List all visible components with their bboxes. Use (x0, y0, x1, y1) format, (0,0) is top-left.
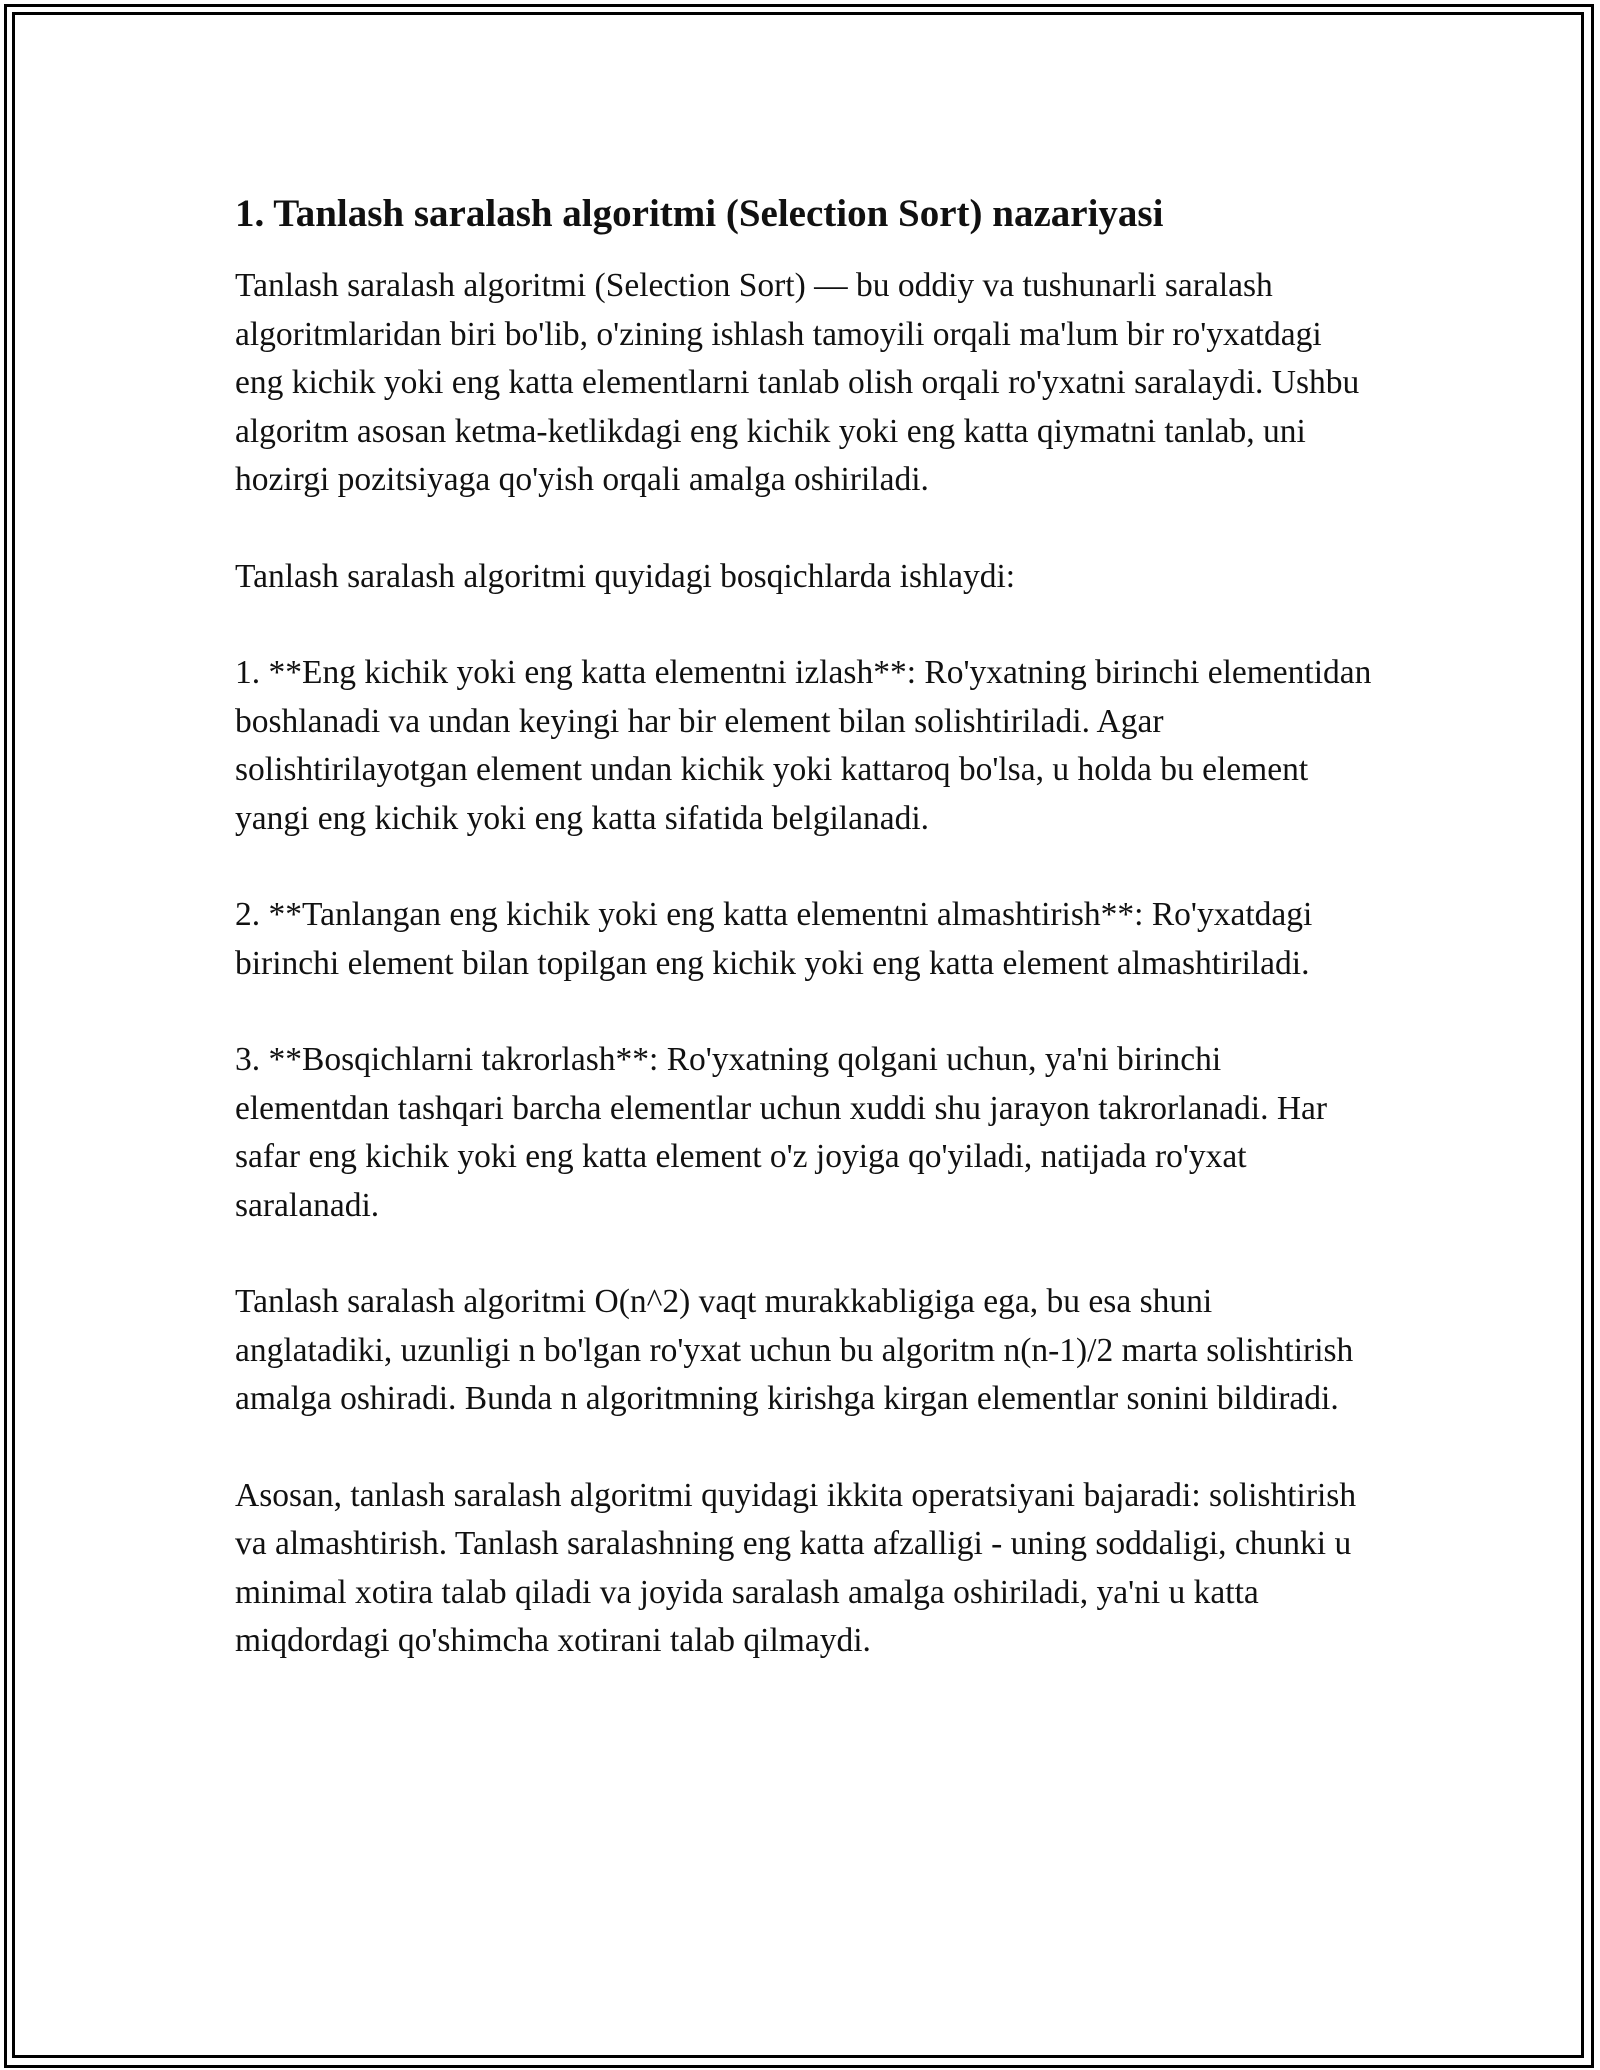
paragraph-intro: Tanlash saralash algoritmi (Selection Sort) — bu oddiy va tushunarli saralash algoritmlaridan biri bo'lib, o'zining ishlash tamoyili orqali ma'lum bir ro'yxatdagi eng kichik yoki eng katta elementlarni tanlab olish orqali ro'yxatni saralaydi. Ushbu algoritm asosan ketma-ketlikdagi eng kichik yoki eng katta qiymatni tanlab, uni hozirgi pozitsiyaga qo'yish orqali amalga oshiriladi. (235, 267, 1360, 498)
paragraph-summary: Asosan, tanlash saralash algoritmi quyidagi ikkita operatsiyani bajaradi: solishtirish va almashtirish. Tanlash saralashning eng katta afzalligi - uning soddaligi, chunki u minimal xotira talab qiladi va joyida saralash amalga oshiriladi, ya'ni u katta miqdordagi qo'shimcha xotirani talab qilmaydi. (235, 1476, 1357, 1659)
document-heading: 1. Tanlash saralash algoritmi (Selection Sort) nazariyasi (235, 192, 1164, 235)
paragraph-steps-intro: Tanlash saralash algoritmi quyidagi bosqichlarda ishlaydi: (235, 557, 1016, 595)
paragraph-complexity: Tanlash saralash algoritmi O(n^2) vaqt murakkabligiga ega, bu esa shuni anglatadiki, uzunligi n bo'lgan ro'yxat uchun bu algoritm n(n-1)/2 marta solishtirish amalga oshiradi. Bunda n algoritmning kirishga kirgan elementlar sonini bildiradi. (235, 1283, 1354, 1417)
paragraph-step-2: 2. **Tanlangan eng kichik yoki eng katta elementni almashtirish**: Ro'yxatdagi birinchi element bilan topilgan eng kichik yoki eng katta element almashtiriladi. (235, 896, 1313, 982)
document-body (235, 184, 1375, 1714)
paragraph-step-1: 1. **Eng kichik yoki eng katta elementni izlash**: Ro'yxatning birinchi elementidan boshlanadi va undan keyingi har bir element bilan solishtiriladi. Agar solishtirilayotgan element undan kichik yoki kattaroq bo'lsa, u holda bu element yangi eng kichik yoki eng katta sifatida belgilanadi. (235, 654, 1372, 837)
paragraph-step-3: 3. **Bosqichlarni takrorlash**: Ro'yxatning qolgani uchun, ya'ni birinchi elementdan tashqari barcha elementlar uchun xuddi shu jarayon takrorlanadi. Har safar eng kichik yoki eng katta element o'z joyiga qo'yiladi, natijada ro'yxat saralanadi. (235, 1041, 1328, 1224)
